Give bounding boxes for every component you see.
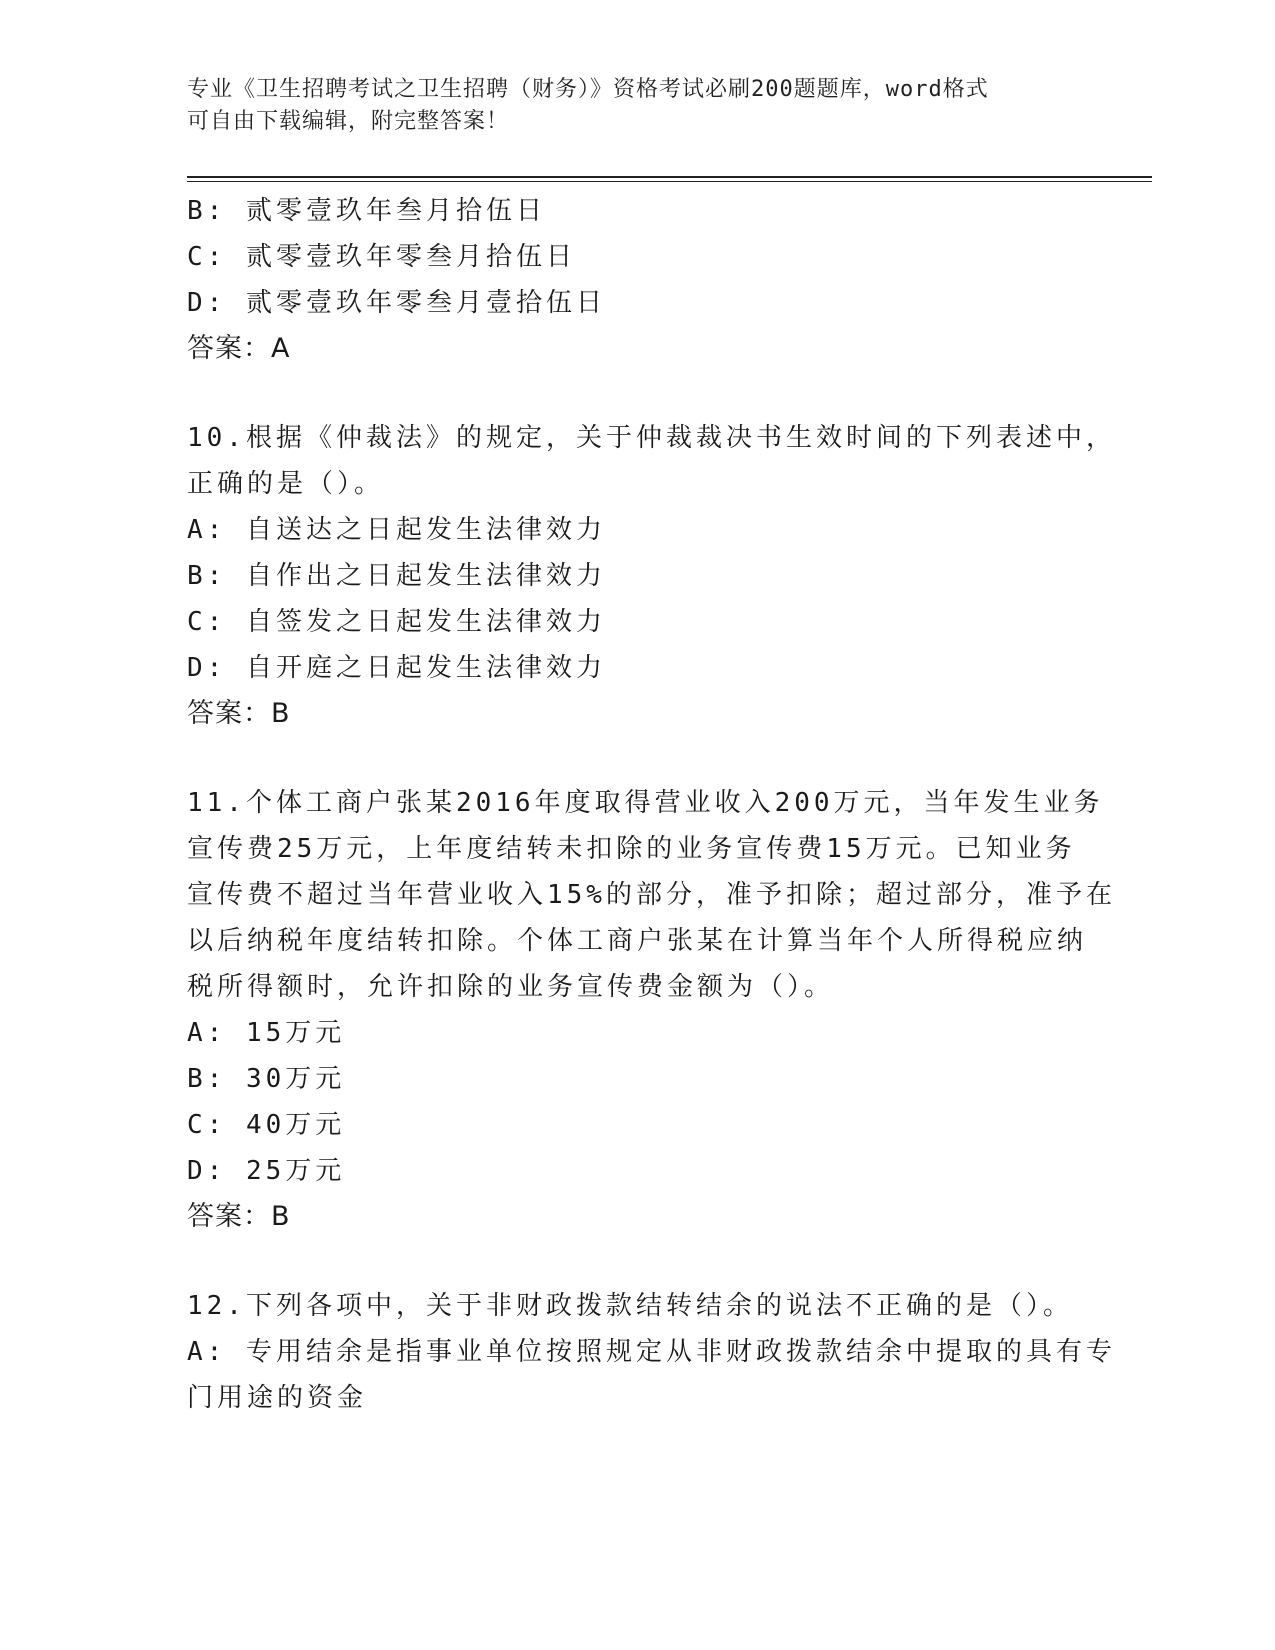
- spacer: [187, 737, 1087, 780]
- header-title-line-2: 可自由下载编辑，附完整答案！: [187, 109, 510, 134]
- header-divider: [187, 176, 1152, 178]
- question-11-stem-line: 11.个体工商户张某2016年度取得营业收入200万元，当年发生业务: [187, 788, 1104, 818]
- page-header: [187, 74, 1067, 138]
- option-a: A: 15万元: [187, 1018, 346, 1048]
- option-a-continuation: 门用途的资金: [187, 1383, 368, 1413]
- header-title-line-1: 专业《卫生招聘考试之卫生招聘（财务）》资格考试必刷200题题库，word格式: [187, 77, 989, 102]
- answer-line: 答案：B: [187, 1201, 291, 1232]
- option-b: B: 贰零壹玖年叁月拾伍日: [187, 196, 546, 226]
- option-b: B: 30万元: [187, 1064, 346, 1094]
- option-c: C: 40万元: [187, 1110, 346, 1140]
- option-a: A: 专用结余是指事业单位按照规定从非财政拨款结余中提取的具有专: [187, 1337, 1116, 1367]
- question-10-stem-line: 10.根据《仲裁法》的规定，关于仲裁裁决书生效时间的下列表述中，: [187, 423, 1116, 453]
- question-12-stem-line: 12.下列各项中，关于非财政拨款结转结余的说法不正确的是（）。: [187, 1291, 1073, 1321]
- document-body: [187, 188, 1116, 1421]
- question-11-stem-line: 以后纳税年度结转扣除。个体工商户张某在计算当年个人所得税应纳: [187, 926, 1088, 956]
- option-b: B: 自作出之日起发生法律效力: [187, 561, 606, 591]
- answer-line: 答案：A: [187, 333, 291, 364]
- question-11-stem-line: 宣传费25万元，上年度结转未扣除的业务宣传费15万元。已知业务: [187, 834, 1076, 864]
- option-c: C: 贰零壹玖年零叁月拾伍日: [187, 242, 576, 272]
- spacer: [187, 372, 1087, 415]
- spacer: [187, 1240, 1087, 1283]
- header-divider-thin: [187, 181, 1152, 182]
- option-a: A: 自送达之日起发生法律效力: [187, 515, 606, 545]
- question-11-stem-line: 税所得额时，允许扣除的业务宣传费金额为（）。: [187, 972, 835, 1002]
- option-d: D: 贰零壹玖年零叁月壹拾伍日: [187, 288, 606, 318]
- question-10-stem-line: 正确的是（）。: [187, 469, 385, 499]
- option-c: C: 自签发之日起发生法律效力: [187, 607, 606, 637]
- answer-line: 答案：B: [187, 698, 291, 729]
- option-d: D: 25万元: [187, 1156, 346, 1186]
- option-d: D: 自开庭之日起发生法律效力: [187, 653, 606, 683]
- question-11-stem-line: 宣传费不超过当年营业收入15%的部分，准予扣除；超过部分，准予在: [187, 880, 1116, 910]
